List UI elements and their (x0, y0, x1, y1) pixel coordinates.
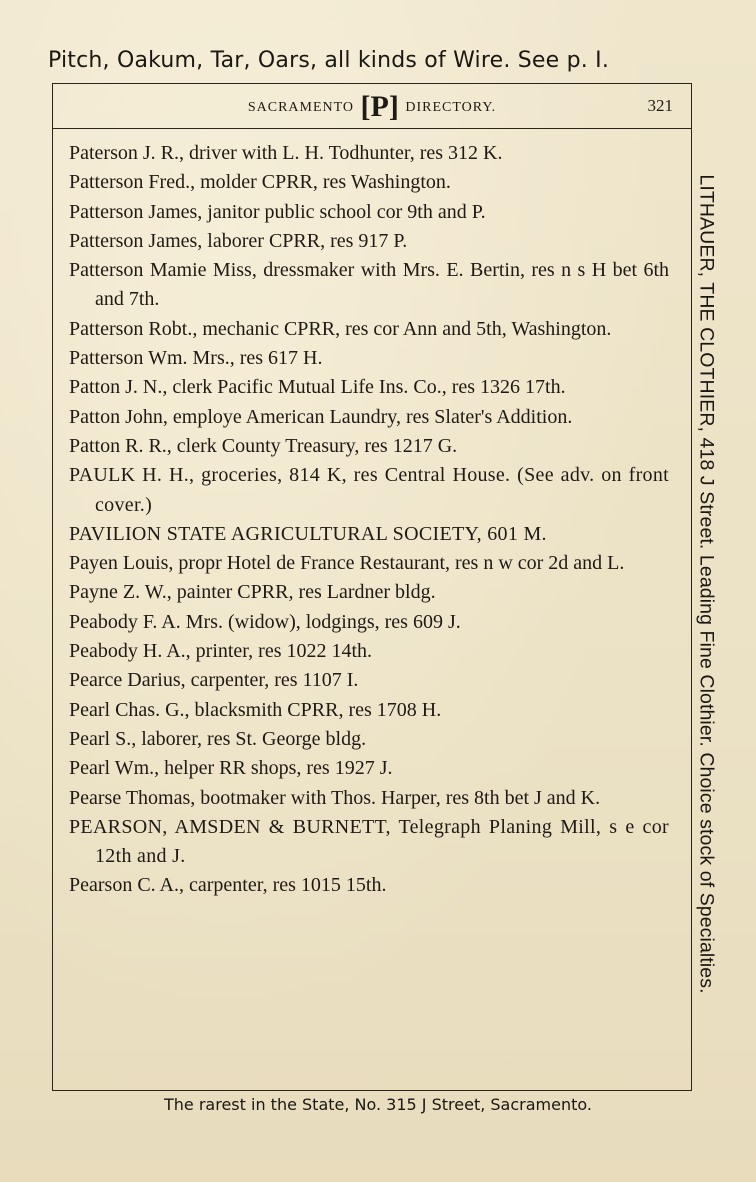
directory-entry: Pearse Thomas, bootmaker with Thos. Harper, res 8th bet J and K. (69, 786, 601, 809)
directory-entry: Payen Louis, propr Hotel de France Restaurant, res n w cor 2d and L. (69, 552, 625, 575)
directory-entry: Pearce Darius, carpenter, res 1107 I. (69, 669, 359, 692)
header-city: SACRAMENTO (247, 100, 355, 115)
directory-entry: PAVILION STATE AGRICULTURAL SOCIETY, 601 M. (69, 522, 547, 545)
directory-entries (69, 139, 669, 901)
directory-entry: Patterson Wm. Mrs., res 617 H. (69, 347, 323, 370)
directory-entry: Patterson James, laborer CPRR, res 917 P. (69, 229, 408, 252)
directory-entry: Patterson James, janitor public school cor 9th and P. (69, 200, 486, 223)
directory-entry: Patton John, employe American Laundry, res Slater's Addition. (69, 405, 573, 428)
bottom-advertisement: The rarest in the State, No. 315 J Street, Sacramento. (164, 1095, 592, 1114)
directory-entry: Peabody H. A., printer, res 1022 14th. (69, 640, 373, 663)
directory-entry: Payne Z. W., painter CPRR, res Lardner bldg. (69, 581, 436, 604)
directory-entry: Peabody F. A. Mrs. (widow), lodgings, res 609 J. (69, 610, 461, 633)
directory-entry: Pearl Chas. G., blacksmith CPRR, res 1708 H. (69, 698, 442, 721)
directory-entry: Pearson C. A., carpenter, res 1015 15th. (69, 874, 387, 897)
top-advertisement: Pitch, Oakum, Tar, Oars, all kinds of Wire. See p. I. (48, 48, 610, 73)
directory-entry: Patterson Robt., mechanic CPRR, res cor Ann and 5th, Washington. (69, 317, 612, 340)
running-header (53, 84, 691, 129)
header-title (53, 90, 691, 124)
header-letter: [P] (360, 90, 399, 123)
directory-entry: Pearl Wm., helper RR shops, res 1927 J. (69, 757, 393, 780)
directory-entry: Patterson Mamie Miss, dressmaker with Mrs. E. Bertin, res n s H bet 6th and 7th. (69, 259, 669, 311)
header-directory: DIRECTORY. (405, 100, 497, 115)
side-advertisement-text: LITHAUER, THE CLOTHIER, 418 J Street. Leading Fine Clothier. Choice stock of Specialties. (695, 174, 718, 994)
directory-entry: PAULK H. H., groceries, 814 K, res Central House. (See adv. on front cover.) (69, 464, 669, 516)
directory-entry: Pearl S., laborer, res St. George bldg. (69, 727, 367, 750)
directory-entry: Paterson J. R., driver with L. H. Todhunter, res 312 K. (69, 142, 503, 164)
page-frame (52, 83, 692, 1091)
side-advertisement (683, 150, 729, 1018)
page-number: 321 (647, 96, 673, 115)
directory-entry: Patterson Fred., molder CPRR, res Washington. (69, 171, 451, 194)
directory-entry: Patton R. R., clerk County Treasury, res 1217 G. (69, 434, 458, 457)
directory-entry: Patton J. N., clerk Pacific Mutual Life Ins. Co., res 1326 17th. (69, 376, 566, 399)
directory-entry: PEARSON, AMSDEN & BURNETT, Telegraph Planing Mill, s e cor 12th and J. (69, 815, 669, 868)
